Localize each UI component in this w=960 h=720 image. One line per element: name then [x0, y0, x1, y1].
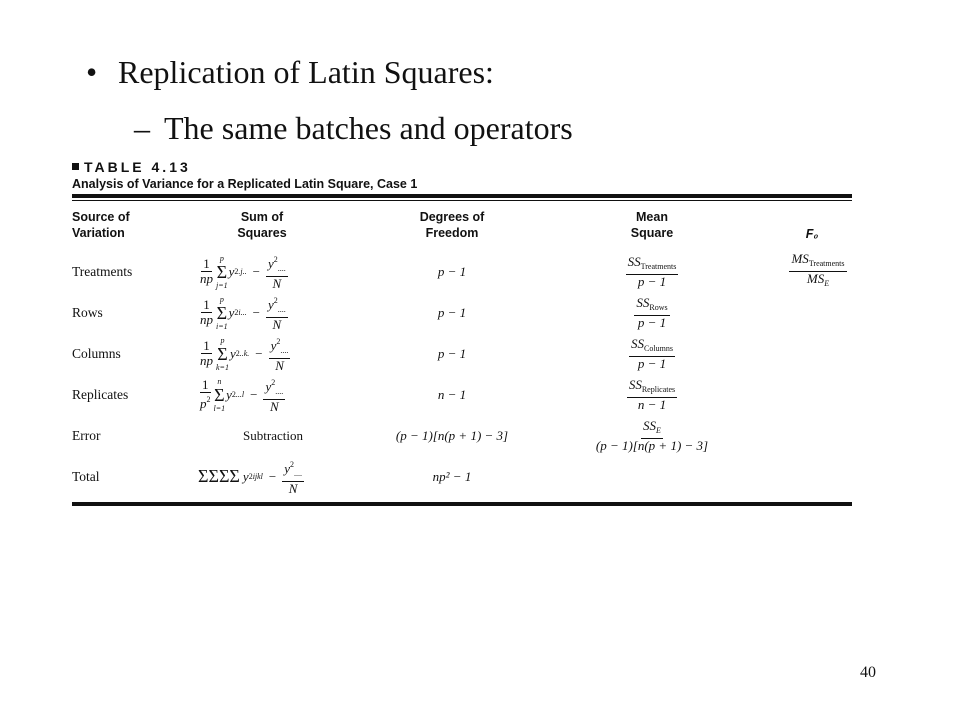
row-ss-formula: $\frac{1}{p^2}$ n Σ l=1 y 2 ...l − $\frac{y^2_{....}}{N}$: [200, 376, 284, 414]
bullet-text: Replication of Latin Squares:: [118, 54, 494, 90]
row-source: Columns: [72, 345, 121, 361]
anova-table: [72, 158, 852, 497]
header-source: Source of Variation: [72, 210, 130, 240]
table-header: [72, 201, 852, 251]
row-ss-formula: ΣΣΣΣ y 2 ijkl − $\frac{y^2_{....}}{N}$: [198, 459, 303, 496]
row-mean-square: $\frac{SS_{Columns}}{p - 1}$: [631, 335, 673, 371]
table-row: [72, 415, 852, 456]
bullet-item: [86, 52, 494, 92]
row-df: n − 1: [437, 386, 467, 402]
table-label: TABLE 4.13: [72, 158, 852, 176]
row-ss-text: Subtraction: [243, 427, 303, 443]
row-ss-formula: $\frac{1}{np}$ p Σ i=1 y 2 i... − $\frac{y^2_{....}}{N}$: [200, 294, 286, 332]
header-f0: F₀: [805, 227, 819, 241]
table-caption: Analysis of Variance for a Replicated Latin Square, Case 1: [72, 177, 418, 191]
sub-bullet-text: The same batches and operators: [164, 110, 573, 146]
header-sum-of-squares: Sum of Squares: [237, 210, 287, 240]
row-ss-formula: $\frac{1}{np}$ p Σ j=1 y 2 .j.. − $\frac{y^2_{....}}{N}$: [200, 253, 286, 291]
row-mean-square: $\frac{SS_E}{(p - 1)[n(p + 1) - 3]}$: [595, 417, 709, 453]
bullet-dot-icon: •: [86, 54, 98, 90]
page-number: 40: [860, 664, 876, 681]
row-df: p − 1: [437, 263, 467, 279]
row-df: np² − 1: [432, 468, 472, 484]
dash-icon: –: [134, 110, 150, 146]
row-source: Total: [72, 468, 100, 484]
row-df: p − 1: [437, 304, 467, 320]
table-row: [72, 292, 852, 333]
row-df: p − 1: [437, 345, 467, 361]
table-row: [72, 333, 852, 374]
row-mean-square: $\frac{SS_{Treatments}}{p - 1}$: [627, 253, 677, 289]
row-f-ratio: $\frac{MS_{Treatments}}{MS_E}$: [791, 251, 845, 288]
table-row: [72, 374, 852, 415]
header-mean-square: Mean Square: [630, 210, 674, 240]
row-mean-square: $\frac{SS_{Rows}}{p - 1}$: [636, 294, 668, 330]
bottom-rule: [72, 502, 852, 506]
sub-bullet-item: [134, 108, 573, 148]
row-ss-formula: $\frac{1}{np}$ p Σ k=1 y 2 ..k. − $\frac{y^2_{....}}{N}$: [200, 335, 289, 373]
square-icon: [72, 163, 79, 170]
header-degrees-of-freedom: Degrees of Freedom: [419, 210, 485, 240]
row-mean-square: $\frac{SS_{Replicates}}{n - 1}$: [628, 376, 676, 412]
row-source: Treatments: [72, 263, 133, 279]
table-row: [72, 456, 852, 497]
row-source: Rows: [72, 304, 103, 320]
top-rule: [72, 194, 852, 198]
row-df: (p − 1)[n(p + 1) − 3]: [395, 427, 509, 443]
row-source: Error: [72, 427, 101, 443]
table-row: [72, 251, 852, 292]
row-source: Replicates: [72, 386, 129, 402]
